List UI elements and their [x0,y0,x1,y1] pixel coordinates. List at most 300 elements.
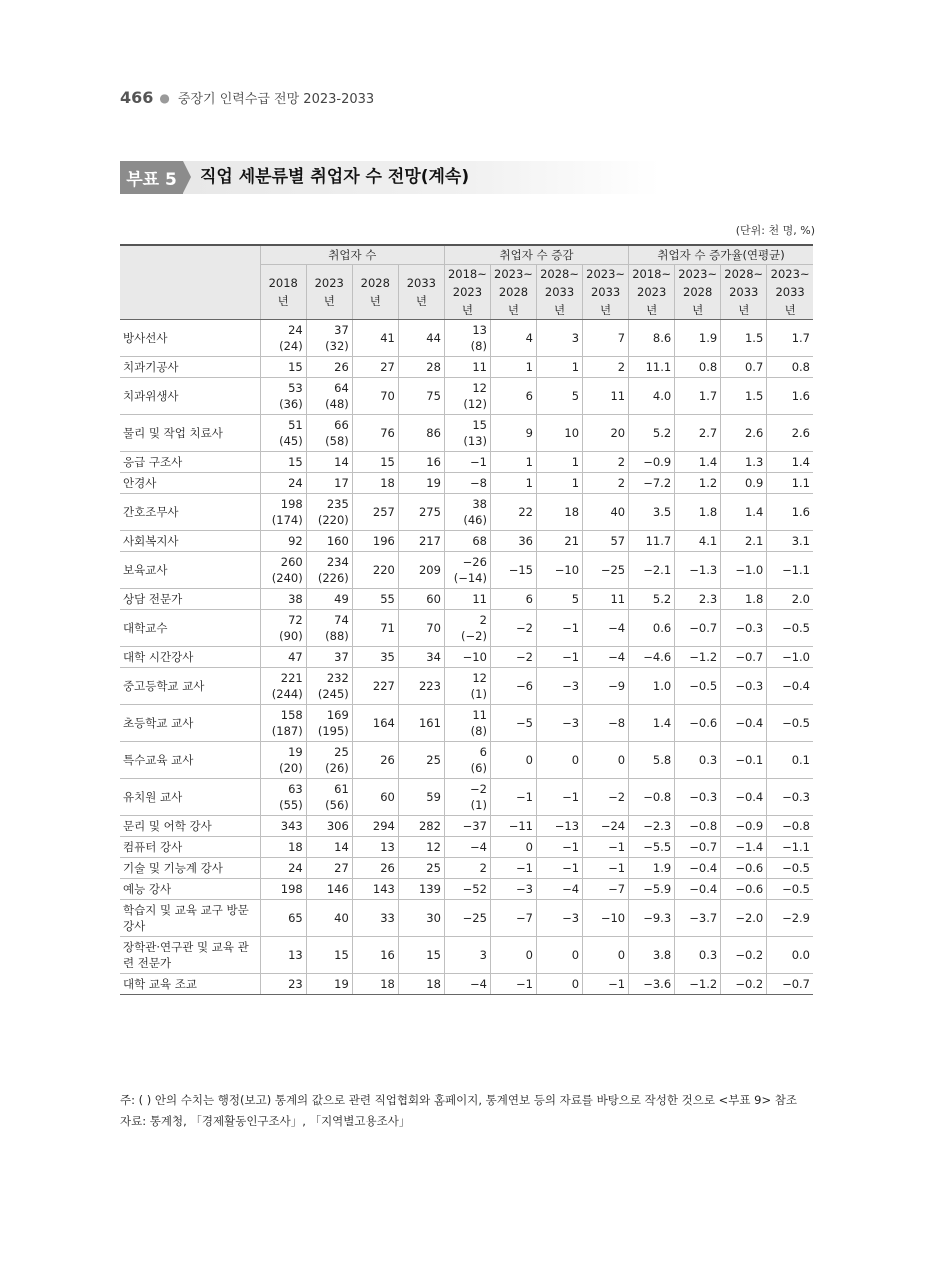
cell-admin-value: (195) [317,724,349,738]
table-cell [306,452,352,473]
cell-value: −1 [608,977,626,991]
table-cell [721,473,767,494]
table-cell [260,900,306,937]
cell-value: 220 [372,563,395,577]
table-cell [260,320,306,357]
cell-value: 139 [418,882,441,896]
cell-value: 1 [571,476,580,490]
cell-value: −0.3 [735,679,764,693]
table-row [120,858,813,879]
note-text: 주: ( ) 안의 수치는 행정(보고) 통계의 값으로 관련 직업협회와 홈페이지, 통계연보 등의 자료를 바탕으로 작성한 것으로 <부표 9> 참조 [120,1093,797,1107]
column-header [675,265,721,320]
cell-value: 0.8 [791,360,810,374]
cell-admin-value: (55) [279,798,303,812]
table-cell [490,937,536,974]
cell-value: −1.0 [735,563,764,577]
cell-value: 47 [288,650,303,664]
cell-value: 49 [334,592,349,606]
cell-admin-value: (36) [279,397,303,411]
table-cell [675,452,721,473]
cell-value: 5 [571,389,580,403]
cell-value: −3.6 [643,977,672,991]
cell-value: 1.4 [744,505,764,519]
cell-admin-value: (20) [279,761,303,775]
cell-value: −8 [470,476,487,490]
cell-value: 2.7 [698,426,718,440]
cell-value: 0.3 [698,948,718,962]
table-cell [675,415,721,452]
cell-value: 1.1 [791,476,810,490]
cell-value: −5.9 [643,882,672,896]
row-label: 대학 교육 조교 [120,974,260,995]
table-cell [629,473,675,494]
cell-value: −0.5 [782,861,810,875]
cell-value: −0.5 [689,679,718,693]
table-cell [260,552,306,589]
table-cell [306,879,352,900]
table-cell [352,816,398,837]
table-cell [767,647,813,668]
cell-value: −0.7 [782,977,810,991]
cell-value: 19 [334,977,349,991]
table-cell [260,531,306,552]
table-cell [306,668,352,705]
table-cell [490,473,536,494]
table-cell [306,415,352,452]
table-cell [767,900,813,937]
cell-value: −0.7 [689,621,718,635]
cell-admin-value: (13) [463,434,487,448]
cell-value: −0.4 [689,861,718,875]
cell-value: 64 [334,381,349,395]
table-cell [675,494,721,531]
cell-value: −13 [554,819,580,833]
cell-value: 1 [571,455,580,469]
table-cell [721,779,767,816]
cell-value: 306 [326,819,349,833]
table-cell [352,494,398,531]
table-cell [767,610,813,647]
table-cell [260,837,306,858]
cell-value: 15 [426,948,441,962]
cell-value: −0.9 [735,819,764,833]
table-cell [583,494,629,531]
cell-value: −0.1 [735,753,764,767]
table-cell [306,320,352,357]
row-label: 대학 시간강사 [120,647,260,668]
cell-value: 8.6 [652,331,672,345]
table-cell [537,452,583,473]
table-cell [767,837,813,858]
table-cell [721,668,767,705]
table-cell [490,779,536,816]
cell-value: −2 [516,650,533,664]
table-cell [490,858,536,879]
cell-value: 16 [426,455,441,469]
cell-value: 15 [472,418,487,432]
table-cell [398,473,444,494]
table-cell [629,742,675,779]
table-cell [767,415,813,452]
table-cell [675,320,721,357]
table-cell [721,742,767,779]
table-cell [675,378,721,415]
table-cell [490,378,536,415]
table-cell [398,357,444,378]
cell-value: −10 [600,911,626,925]
cell-value: 227 [372,679,395,693]
cell-admin-value: (−2) [461,629,487,643]
row-label: 기술 및 기능계 강사 [120,858,260,879]
cell-value: −4 [608,650,626,664]
cell-value: −0.3 [689,790,718,804]
cell-value: 27 [334,861,349,875]
cell-value: 11 [472,592,487,606]
table-cell [767,357,813,378]
cell-value: 53 [288,381,303,395]
cell-value: 38 [288,592,303,606]
table-cell [398,668,444,705]
table-title: 직업 세분류별 취업자 수 전망(계속) [200,167,470,187]
table-cell [490,320,536,357]
column-header-line: 2033년 [775,285,805,317]
cell-value: 1.9 [652,861,672,875]
table-row [120,531,813,552]
cell-value: 1 [571,360,580,374]
table-cell [444,494,490,531]
cell-value: 11 [472,708,487,722]
table-cell [260,974,306,995]
table-row [120,357,813,378]
table-cell [767,452,813,473]
table-cell [721,589,767,610]
column-header-line: 2023~ [586,267,626,281]
cell-value: −1 [562,861,580,875]
cell-value: 55 [380,592,395,606]
table-cell [260,816,306,837]
cell-value: −0.9 [643,455,672,469]
cell-value: −0.7 [689,840,718,854]
table-cell [583,589,629,610]
cell-value: −9.3 [643,911,672,925]
table-cell [306,552,352,589]
cell-value: −52 [462,882,487,896]
table-cell [352,900,398,937]
cell-value: −2.1 [643,563,672,577]
cell-value: 3 [571,331,580,345]
table-cell [583,900,629,937]
cell-value: 2.3 [698,592,718,606]
table-cell [352,378,398,415]
table-cell [675,531,721,552]
cell-value: −1.1 [782,563,810,577]
table-cell [721,531,767,552]
cell-value: 26 [334,360,349,374]
table-cell [721,415,767,452]
cell-value: −2.9 [782,911,810,925]
cell-value: −1 [562,840,580,854]
table-cell [444,858,490,879]
table-notes [120,1090,797,1132]
cell-value: 14 [334,840,349,854]
cell-admin-value: (12) [463,397,487,411]
table-cell [721,900,767,937]
cell-value: −0.8 [782,819,810,833]
table-cell [352,473,398,494]
table-cell [629,415,675,452]
table-cell [444,705,490,742]
cell-value: 34 [426,650,441,664]
table-cell [629,589,675,610]
cell-value: 23 [288,977,303,991]
table-cell [490,816,536,837]
cell-value: −0.4 [735,790,764,804]
column-header [444,265,490,320]
page-number: 466 [120,88,154,107]
table-cell [306,647,352,668]
cell-value: 0.7 [744,360,764,374]
cell-value: 2.1 [744,534,764,548]
table-cell [444,357,490,378]
cell-value: 37 [334,650,349,664]
table-row [120,320,813,357]
table-cell [260,452,306,473]
cell-admin-value: (8) [470,339,487,353]
cell-value: −1.2 [689,650,718,664]
column-header-line: 2028~ [724,267,764,281]
table-cell [767,974,813,995]
cell-value: 51 [288,418,303,432]
table-cell [537,779,583,816]
cell-admin-value: (6) [470,761,487,775]
table-cell [629,705,675,742]
cell-value: 0.9 [744,476,764,490]
table-cell [306,610,352,647]
cell-value: 0 [617,948,626,962]
cell-value: −1.4 [735,840,764,854]
unit-label: (단위: 천 명, %) [735,224,815,237]
table-cell [352,320,398,357]
cell-value: −0.5 [782,716,810,730]
cell-value: −26 [462,555,487,569]
cell-value: 1.4 [652,716,672,730]
table-cell [444,589,490,610]
cell-value: 70 [426,621,441,635]
cell-value: 33 [380,911,395,925]
table-row [120,647,813,668]
table-row [120,494,813,531]
table-cell [537,415,583,452]
table-cell [675,589,721,610]
table-cell [629,858,675,879]
cell-value: 221 [280,671,303,685]
table-cell [260,415,306,452]
column-header-line: 2028년 [360,276,390,308]
table-cell [675,610,721,647]
table-cell [675,858,721,879]
cell-value: 10 [564,426,580,440]
cell-value: 282 [418,819,441,833]
cell-value: −7 [516,911,533,925]
table-cell [721,610,767,647]
table-cell [583,415,629,452]
cell-value: −2 [470,782,487,796]
cell-value: −1 [562,650,580,664]
table-cell [352,610,398,647]
cell-value: 1.9 [698,331,718,345]
cell-value: 25 [426,861,441,875]
cell-value: −0.3 [782,790,810,804]
table-cell [490,879,536,900]
table-cell [629,837,675,858]
row-label: 사회복지사 [120,531,260,552]
cell-value: −10 [462,650,487,664]
table-cell [398,378,444,415]
table-row [120,378,813,415]
cell-value: 18 [564,505,580,519]
cell-value: 14 [334,455,349,469]
cell-value: −3 [562,679,580,693]
cell-value: 5.8 [652,753,672,767]
table-cell [490,415,536,452]
cell-admin-value: (56) [325,798,349,812]
row-label: 장학관·연구관 및 교육 관련 전문가 [120,937,260,974]
cell-value: 275 [418,505,441,519]
cell-value: −25 [462,911,487,925]
table-cell [767,531,813,552]
cell-value: 260 [280,555,303,569]
column-header-line: 2033년 [729,285,759,317]
column-header-line: 2033년 [590,285,621,317]
table-cell [260,610,306,647]
cell-value: −5 [516,716,533,730]
cell-value: 18 [380,476,395,490]
column-header-line: 2028년 [498,285,529,317]
cell-admin-value: (187) [271,724,303,738]
cell-value: −0.4 [735,716,764,730]
table-cell [537,320,583,357]
table-cell [675,900,721,937]
cell-value: 24 [288,861,303,875]
cell-value: −4 [470,840,487,854]
cell-value: 196 [372,534,395,548]
cell-value: −0.8 [689,819,718,833]
table-cell [675,647,721,668]
table-row [120,779,813,816]
cell-value: −0.7 [735,650,764,664]
cell-value: 5.2 [652,426,672,440]
cell-value: 1.7 [791,331,810,345]
cell-value: −0.8 [643,790,672,804]
cell-value: 1.8 [698,505,718,519]
column-header-line: 2023~ [678,267,718,281]
cell-value: −1 [608,861,626,875]
cell-value: 164 [372,716,395,730]
cell-value: 1.2 [698,476,718,490]
cell-value: 2.0 [791,592,810,606]
table-cell [306,589,352,610]
table-cell [675,552,721,589]
cell-admin-value: (26) [325,761,349,775]
table-cell [352,647,398,668]
row-label: 대학교수 [120,610,260,647]
cell-admin-value: (8) [470,724,487,738]
table-cell [260,378,306,415]
table-row [120,705,813,742]
table-cell [629,378,675,415]
cell-value: 24 [288,323,303,337]
table-badge: 부표 5 [120,161,183,194]
cell-value: −6 [516,679,533,693]
cell-value: 198 [280,882,303,896]
table-cell [767,816,813,837]
cell-value: −0.2 [735,948,764,962]
cell-value: 294 [372,819,395,833]
cell-value: −3 [562,911,580,925]
bullet-icon: ● [159,90,170,105]
table-cell [490,974,536,995]
cell-value: −7 [608,882,626,896]
table-cell [537,900,583,937]
cell-value: 143 [372,882,395,896]
table-cell [306,837,352,858]
table-cell [721,937,767,974]
cell-value: −2 [516,621,533,635]
table-cell [767,378,813,415]
table-cell [721,647,767,668]
table-cell [675,779,721,816]
row-label: 학습지 및 교육 교구 방문강사 [120,900,260,937]
cell-admin-value: (174) [271,513,303,527]
table-cell [490,668,536,705]
cell-value: 343 [280,819,303,833]
cell-value: −1 [562,621,580,635]
cell-value: 3.8 [652,948,672,962]
table-cell [444,531,490,552]
employment-table [120,244,813,995]
cell-value: 2 [479,861,487,875]
table-cell [721,320,767,357]
table-cell [306,779,352,816]
cell-value: −0.3 [735,621,764,635]
cell-value: 5 [571,592,580,606]
table-cell [306,937,352,974]
table-header [120,245,813,320]
table-cell [537,858,583,879]
table-cell [629,320,675,357]
column-header-line: 2018년 [268,276,298,308]
cell-value: −1.2 [689,977,718,991]
cell-value: 12 [426,840,441,854]
cell-admin-value: (45) [279,434,303,448]
table-cell [583,473,629,494]
cell-value: 217 [418,534,441,548]
table-cell [675,974,721,995]
cell-value: 13 [380,840,395,854]
cell-value: 13 [288,948,303,962]
group-header: 취업자 수 증감 [444,245,628,265]
cell-value: −3 [516,882,533,896]
table-cell [352,974,398,995]
table-cell [583,357,629,378]
source-text: 자료: 통계청, 「경제활동인구조사」, 「지역별고용조사」 [120,1114,411,1128]
table-cell [260,647,306,668]
table-cell [721,452,767,473]
table-cell [398,816,444,837]
table-cell [629,452,675,473]
table-cell [444,668,490,705]
table-cell [352,779,398,816]
